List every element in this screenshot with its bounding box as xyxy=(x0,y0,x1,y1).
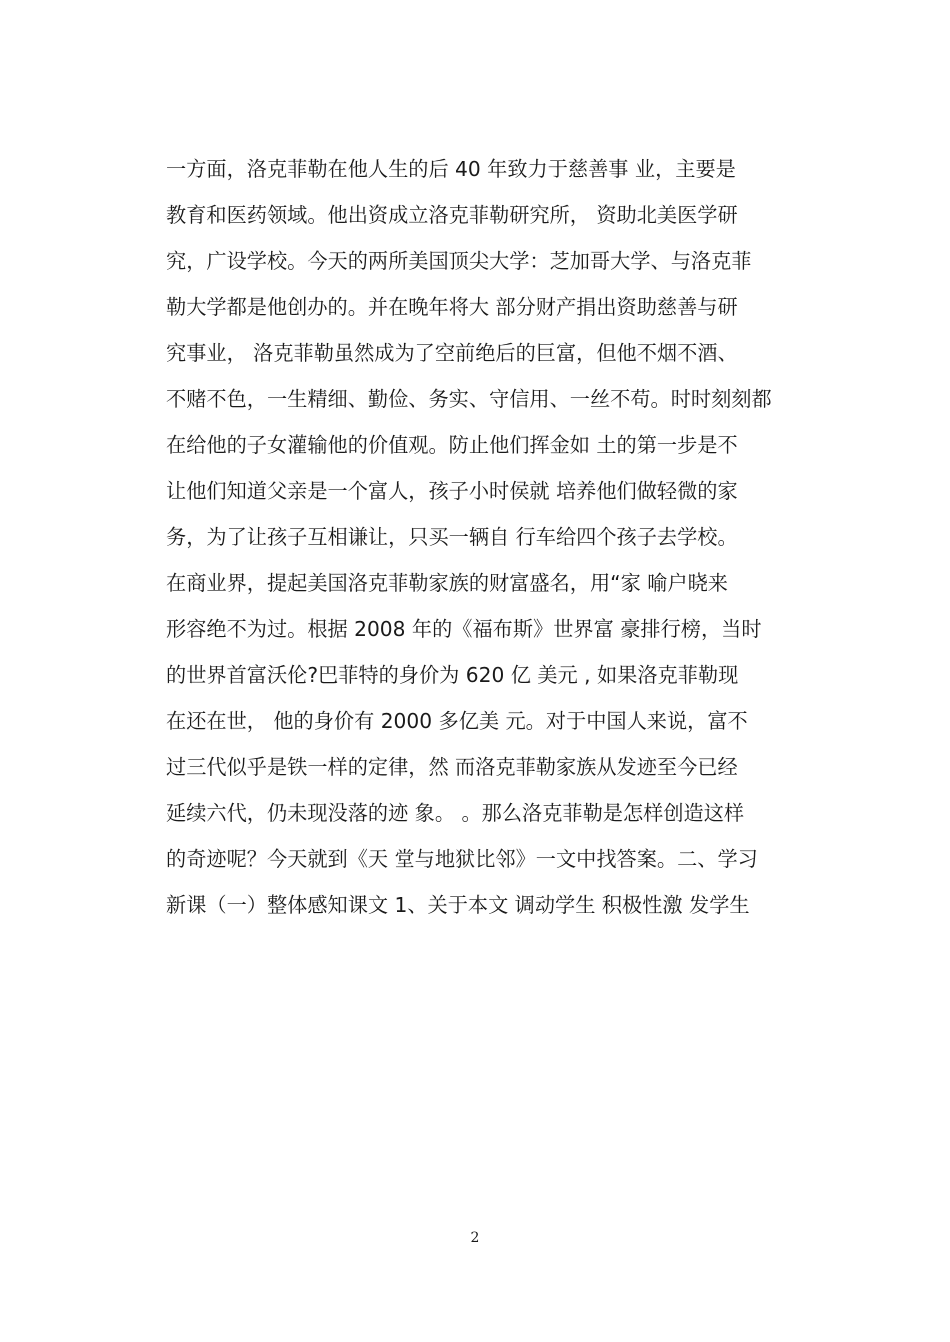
text-line: 在商业界，提起美国洛克菲勒家族的财富盛名，用“家 喻户晓来 xyxy=(166,571,728,595)
text-line: 延续六代，仍未现没落的迹 象。 。那么洛克菲勒是怎样创造这样 xyxy=(166,801,745,825)
text-line: 教育和医药领域。他出资成立洛克菲勒研究所， 资助北美医学研 xyxy=(166,203,738,227)
text-line: 新课（一）整体感知课文 1、关于本文 调动学生 积极性激 发学生 xyxy=(166,893,750,917)
text-line: 让他们知道父亲是一个富人，孩子小时侯就 培养他们做轻微的家 xyxy=(166,479,738,503)
text-line: 形容绝不为过。根据 2008 年的《福布斯》世界富 豪排行榜，当时 xyxy=(166,617,762,641)
text-line: 过三代似乎是铁一样的定律，然 而洛克菲勒家族从发迹至今已经 xyxy=(166,755,738,779)
text-line: 究事业， 洛克菲勒虽然成为了空前绝后的巨富，但他不烟不酒、 xyxy=(166,341,738,365)
page-number: 2 xyxy=(470,1230,480,1246)
text-line: 不赌不色，一生精细、勤俭、务实、守信用、一丝不苟。时时刻刻都 xyxy=(166,387,772,411)
body-text xyxy=(166,146,786,928)
text-line: 务，为了让孩子互相谦让，只买一辆自 行车给四个孩子去学校。 xyxy=(166,525,738,549)
text-line: 在给他的子女灌输他的价值观。防止他们挥金如 土的第一步是不 xyxy=(166,433,738,457)
text-line: 的世界首富沃伦?巴菲特的身价为 620 亿 美元 , 如果洛克菲勒现 xyxy=(166,663,739,687)
text-line: 勒大学都是他创办的。并在晚年将大 部分财产捐出资助慈善与研 xyxy=(166,295,738,319)
text-line: 一方面，洛克菲勒在他人生的后 40 年致力于慈善事 业，主要是 xyxy=(166,157,736,181)
text-line: 的奇迹呢？今天就到《天 堂与地狱比邻》一文中找答案。二、学习 xyxy=(166,847,758,871)
text-line: 在还在世， 他的身价有 2000 多亿美 元。对于中国人来说，富不 xyxy=(166,709,748,733)
text-line: 究，广设学校。今天的两所美国顶尖大学：芝加哥大学、与洛克菲 xyxy=(166,249,752,273)
